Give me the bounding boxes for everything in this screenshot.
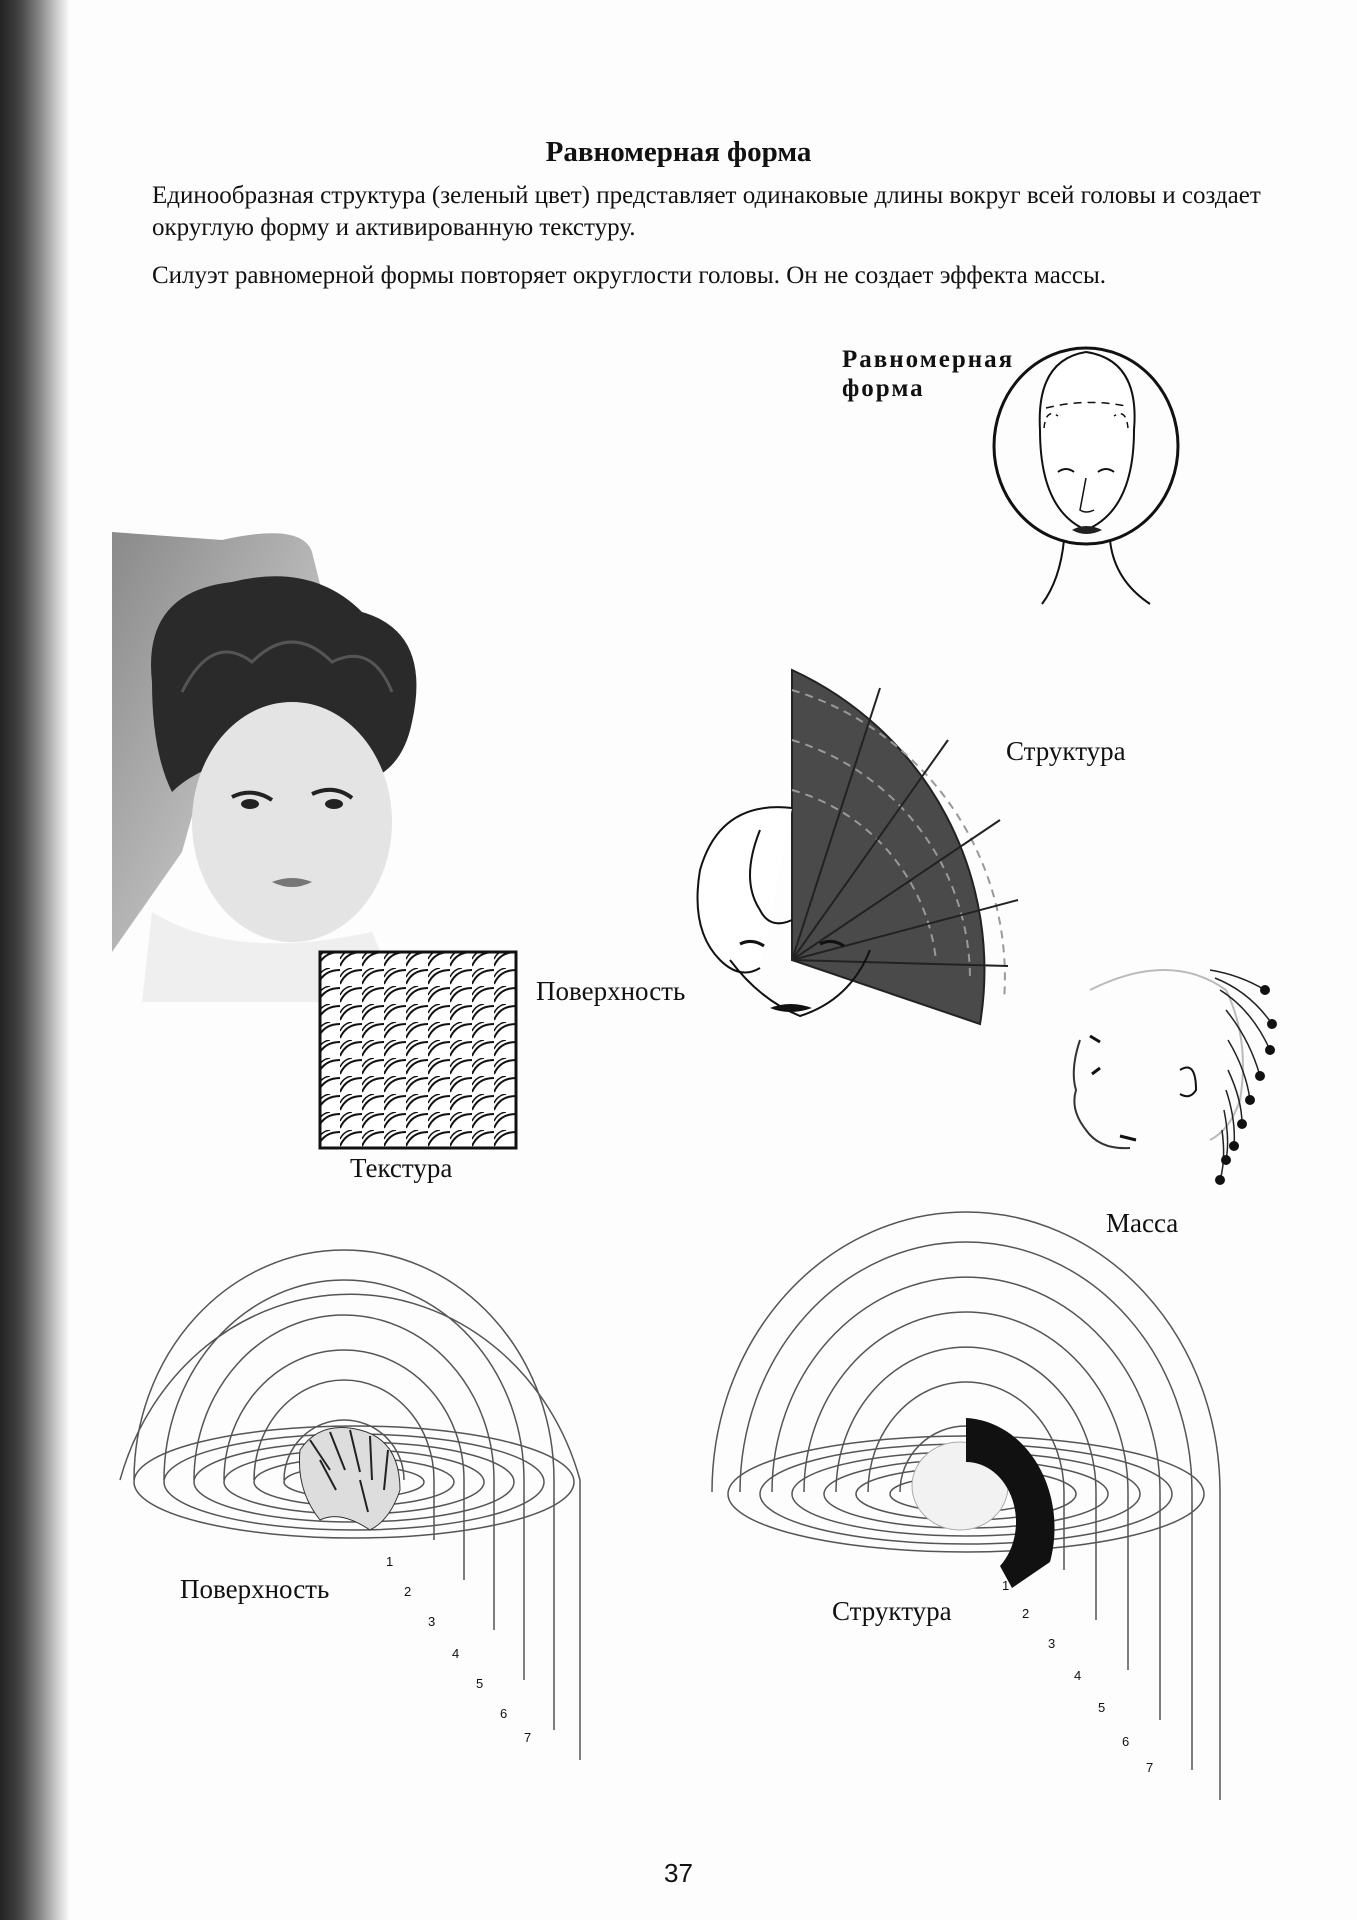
level-number-right-7: 7 xyxy=(1146,1760,1154,1775)
label-uniform-form-line2: форма xyxy=(842,375,925,402)
level-number-left-6: 6 xyxy=(500,1706,508,1721)
level-number-right-4: 4 xyxy=(1074,1668,1082,1683)
label-mass: Масса xyxy=(1106,1208,1179,1238)
page-number: 37 xyxy=(664,1858,693,1888)
level-number-left-5: 5 xyxy=(476,1676,484,1691)
level-number-left-4: 4 xyxy=(452,1646,460,1661)
level-number-right-2: 2 xyxy=(1022,1606,1030,1621)
label-uniform-form-line1: Равномерная xyxy=(842,346,1015,373)
level-number-left-3: 3 xyxy=(428,1614,436,1629)
label-structure: Структура xyxy=(1006,736,1126,766)
label-texture: Текстура xyxy=(350,1153,453,1183)
level-number-right-5: 5 xyxy=(1098,1700,1106,1715)
label-structure-bottom: Структура xyxy=(832,1596,952,1626)
level-number-right-6: 6 xyxy=(1122,1734,1130,1749)
level-number-left-1: 1 xyxy=(386,1554,394,1569)
label-surface-bottom: Поверхность xyxy=(180,1574,330,1604)
level-number-right-1: 1 xyxy=(1002,1578,1010,1593)
label-surface: Поверхность xyxy=(536,976,686,1006)
level-number-left-2: 2 xyxy=(404,1584,412,1599)
paragraph-1: Единообразная структура (зеленый цвет) представляет одинаковые длины вокруг всей головы и создает округлую форму и активированную текстуру. xyxy=(152,182,1261,241)
level-number-right-3: 3 xyxy=(1048,1636,1056,1651)
page-title: Равномерная форма xyxy=(545,136,812,168)
level-number-left-7: 7 xyxy=(524,1730,532,1745)
paragraph-2: Силуэт равномерной формы повторяет округлости головы. Он не создает эффекта массы. xyxy=(152,262,1107,289)
